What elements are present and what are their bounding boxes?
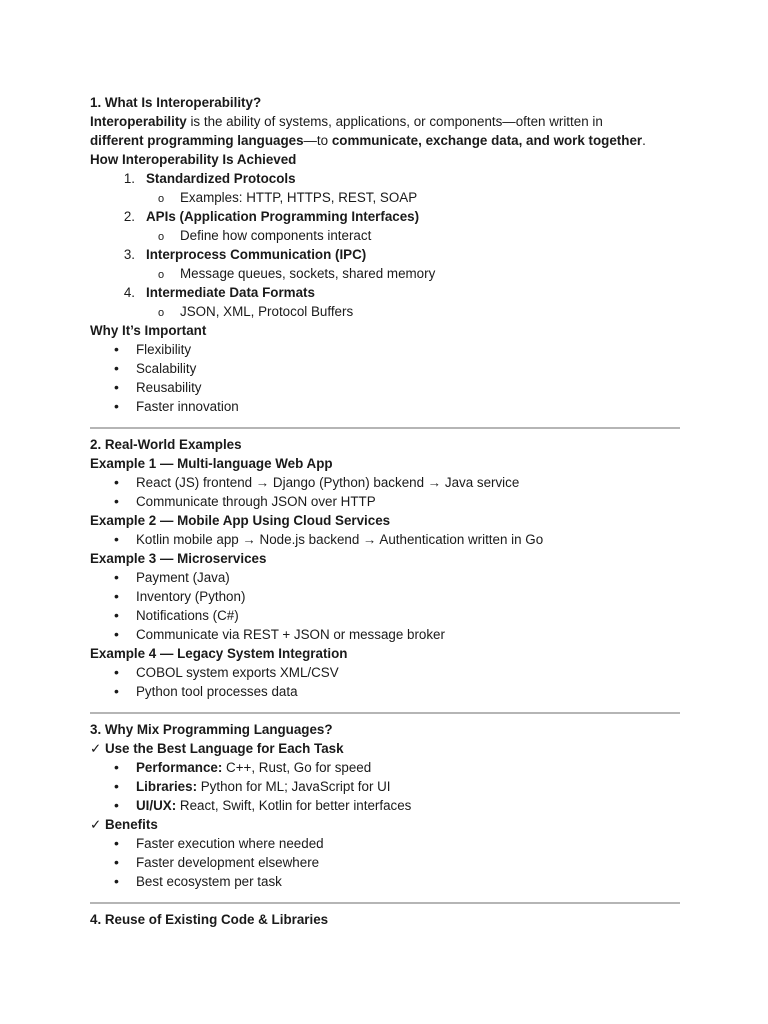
example-item-text: Python tool processes data	[136, 684, 298, 699]
how-heading: How Interoperability Is Achieved	[90, 152, 297, 167]
circle-marker-icon: o	[158, 231, 165, 243]
example-title: Example 2 — Mobile App Using Cloud Services	[90, 513, 391, 528]
why-item-text: Flexibility	[136, 342, 192, 357]
example-item-text: Communicate through JSON over HTTP	[136, 494, 376, 509]
how-item-label: Intermediate Data Formats	[146, 285, 315, 300]
circle-marker-icon: o	[158, 307, 165, 319]
best-item-label: Performance:	[136, 760, 223, 775]
example-item-text: Communicate via REST + JSON or message broker	[136, 627, 445, 642]
best-item-text: React, Swift, Kotlin for better interfaces	[176, 798, 412, 813]
bullet-icon: •	[114, 360, 119, 376]
example-item	[90, 682, 680, 701]
how-item-label: Standardized Protocols	[146, 171, 296, 186]
best-item-label: UI/UX:	[136, 798, 177, 813]
intro-bold3: communicate, exchange data, and work together	[331, 133, 643, 148]
circle-marker-icon: o	[158, 269, 165, 281]
intro-text2: —to	[303, 133, 332, 148]
bullet-icon: •	[114, 683, 119, 699]
best-language-heading: ✓ Use the Best Language for Each Task	[90, 741, 344, 756]
example-title: Example 3 — Microservices	[90, 551, 267, 566]
bullet-icon: •	[114, 664, 119, 680]
example-item	[90, 568, 680, 587]
benefit-item	[90, 853, 680, 872]
how-subitem-text: Examples: HTTP, HTTPS, REST, SOAP	[180, 190, 418, 205]
why-item	[90, 340, 680, 359]
example-item	[90, 587, 680, 606]
benefit-item	[90, 872, 680, 891]
how-item-number: 2.	[123, 209, 135, 224]
bullet-icon: •	[114, 474, 119, 490]
section-divider	[90, 902, 680, 904]
bullet-icon: •	[114, 759, 119, 775]
benefits-heading: ✓ Benefits	[90, 817, 158, 832]
how-item	[90, 283, 680, 302]
example-item-text: Inventory (Python)	[136, 589, 246, 604]
bullet-icon: •	[114, 493, 119, 509]
how-subitem-text: Define how components interact	[180, 228, 372, 243]
bullet-icon: •	[114, 873, 119, 889]
how-item-number: 1.	[123, 171, 135, 186]
example-item-text: Payment (Java)	[136, 570, 230, 585]
example-item	[90, 473, 680, 492]
example-item-text: Kotlin mobile app → Node.js backend → Authentication written in Go	[136, 532, 544, 547]
how-subitem	[90, 302, 680, 321]
bullet-icon: •	[114, 854, 119, 870]
document-content	[90, 93, 680, 929]
how-item-number: 4.	[123, 285, 135, 300]
how-subitem	[90, 264, 680, 283]
why-item	[90, 378, 680, 397]
how-subitem-text: JSON, XML, Protocol Buffers	[180, 304, 354, 319]
intro-bold2: different programming languages	[90, 133, 304, 148]
why-item-text: Reusability	[136, 380, 202, 395]
why-item	[90, 359, 680, 378]
circle-marker-icon: o	[158, 193, 165, 205]
how-item	[90, 207, 680, 226]
example-item	[90, 606, 680, 625]
bullet-icon: •	[114, 607, 119, 623]
section1-intro-line2	[90, 131, 680, 150]
benefit-item-text: Faster execution where needed	[136, 836, 324, 851]
benefit-item-text: Faster development elsewhere	[136, 855, 320, 870]
best-item	[90, 758, 680, 777]
section-divider	[90, 712, 680, 714]
best-item-text: Python for ML; JavaScript for UI	[197, 779, 391, 794]
section1-intro-line1	[90, 112, 680, 131]
how-item	[90, 245, 680, 264]
section2-heading: 2. Real-World Examples	[90, 437, 242, 452]
why-item-text: Scalability	[136, 361, 197, 376]
best-item-label: Libraries:	[136, 779, 198, 794]
how-subitem-text: Message queues, sockets, shared memory	[180, 266, 436, 281]
section1-heading: 1. What Is Interoperability?	[90, 95, 262, 110]
section3-heading: 3. Why Mix Programming Languages?	[90, 722, 333, 737]
example-title: Example 4 — Legacy System Integration	[90, 646, 348, 661]
benefit-item-text: Best ecosystem per task	[136, 874, 282, 889]
why-item-text: Faster innovation	[136, 399, 239, 414]
why-heading: Why It’s Important	[90, 323, 207, 338]
intro-text3: .	[642, 133, 646, 148]
section-divider	[90, 427, 680, 429]
bullet-icon: •	[114, 379, 119, 395]
example-item-text: COBOL system exports XML/CSV	[136, 665, 339, 680]
example-item	[90, 492, 680, 511]
example-item	[90, 530, 680, 549]
section4-heading: 4. Reuse of Existing Code & Libraries	[90, 912, 329, 927]
how-subitem	[90, 226, 680, 245]
best-item	[90, 796, 680, 815]
how-item	[90, 169, 680, 188]
bullet-icon: •	[114, 778, 119, 794]
benefit-item	[90, 834, 680, 853]
example-item-text: React (JS) frontend → Django (Python) backend → Java service	[136, 475, 520, 490]
example-item	[90, 663, 680, 682]
intro-term: Interoperability	[90, 114, 187, 129]
bullet-icon: •	[114, 531, 119, 547]
intro-text1: is the ability of systems, applications, or components—often written in	[186, 114, 603, 129]
bullet-icon: •	[114, 588, 119, 604]
how-item-label: Interprocess Communication (IPC)	[146, 247, 367, 262]
best-item-text: C++, Rust, Go for speed	[222, 760, 372, 775]
example-title: Example 1 — Multi-language Web App	[90, 456, 333, 471]
bullet-icon: •	[114, 569, 119, 585]
why-item	[90, 397, 680, 416]
how-item-label: APIs (Application Programming Interfaces)	[146, 209, 420, 224]
bullet-icon: •	[114, 835, 119, 851]
bullet-icon: •	[114, 626, 119, 642]
how-subitem	[90, 188, 680, 207]
bullet-icon: •	[114, 341, 119, 357]
bullet-icon: •	[114, 797, 119, 813]
example-item-text: Notifications (C#)	[136, 608, 239, 623]
bullet-icon: •	[114, 398, 119, 414]
example-item	[90, 625, 680, 644]
best-item	[90, 777, 680, 796]
how-item-number: 3.	[123, 247, 135, 262]
